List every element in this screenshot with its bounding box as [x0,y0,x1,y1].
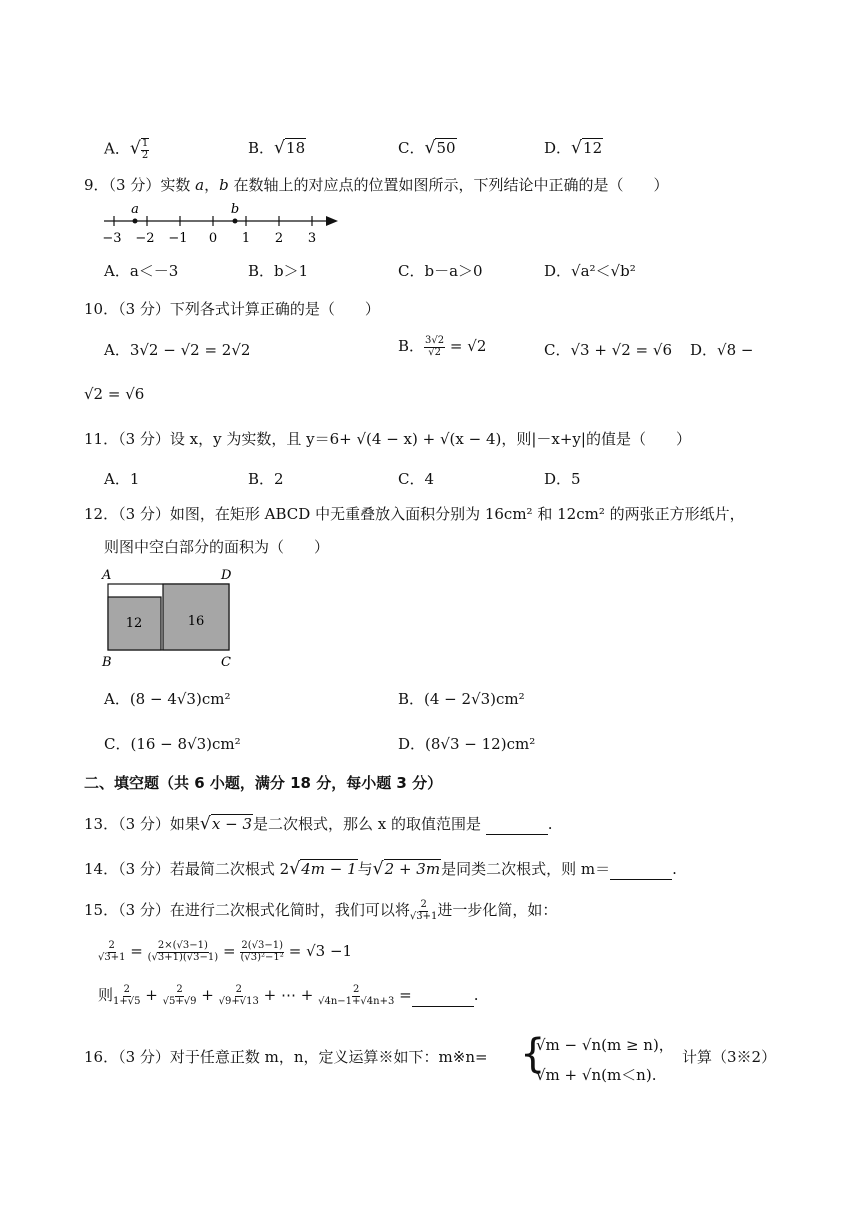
vertex-c: C [221,655,231,670]
q9-option-c: C．b－a＞0 [398,262,483,280]
point-b-label: b [230,202,240,217]
q8-option-c: C．√50 [398,138,456,158]
q16-case1: √m − √n(m ≥ n)， [536,1036,674,1054]
q9-stem: 9．（3 分）实数 a，b 在数轴上的对应点的位置如图所示，下列结论中正确的是（ ） [84,176,669,194]
q12-option-d: D．(8√3 − 12)cm² [398,735,536,753]
q11-option-b: B．2 [248,470,284,488]
vertex-b: B [102,655,112,670]
q11-option-d: D．5 [544,470,581,488]
q8-option-d: D．√12 [544,138,603,158]
tick-label: −1 [168,231,188,246]
number-line [98,200,348,246]
answer-blank [412,1006,474,1007]
q16-case2: √m + √n(m＜n). [536,1066,657,1084]
q11-stem: 11．（3 分）设 x，y 为实数，且 y＝6+ √(4 − x) + √(x − 4)，则|－x+y|的值是（ ） [84,430,691,448]
q13: 13．（3 分）如果√x − 3是二次根式，那么 x 的取值范围是 . [84,814,553,834]
tick-label: 3 [307,231,317,246]
tick-label: 2 [274,231,284,246]
q10-option-c: C．√3 + √2 = √6 [544,341,672,359]
q8-option-b: B．√18 [248,138,306,158]
area-12-label: 12 [125,616,143,631]
q12-option-b: B．(4 − 2√3)cm² [398,690,525,708]
vertex-a: A [102,568,112,583]
vertex-d: D [221,568,232,583]
q16-stem: 16．（3 分）对于任意正数 m，n，定义运算※如下：m※n= [84,1048,488,1066]
q15-sum: 则 $\frac{2}{1+√5}$ + $\frac{2}{√5+√9}$ + $\frac{2}{√9+√13}$ + ⋯ + $\frac{2}{√4n-1+√4n+3}$ = . [98,984,479,1007]
q16-brace: { [520,1031,546,1077]
q12-stem-line2: 则图中空白部分的面积为（ ） [104,538,330,556]
q10-option-a: A．3√2 − √2 = 2√2 [104,341,251,359]
tick-label: −3 [102,231,122,246]
q11-option-c: C．4 [398,470,435,488]
q16-post: 计算（3※2） [682,1048,777,1066]
arrow-icon [326,216,338,226]
q15-stem: 15．（3 分）在进行二次根式化简时，我们可以将 $\frac{2}{√3+1}$ 进一步化简，如： [84,899,558,922]
tick-label: 0 [208,231,218,246]
tick-label: −2 [135,231,155,246]
q14: 14．（3 分）若最简二次根式 2√4m − 1与√2 + 3m是同类二次根式，则 m＝ . [84,859,677,879]
q12-option-a: A．(8 − 4√3)cm² [104,690,231,708]
q11-option-a: A．1 [104,470,140,488]
point-a [133,219,138,224]
q10-option-d-cont: √2 = √6 [84,385,145,403]
q9-option-d: D．√a²＜√b² [544,262,636,280]
rectangle-figure [98,564,248,674]
q12-option-c: C．(16 − 8√3)cm² [104,735,241,753]
point-a-label: a [131,202,139,217]
tick-label: 1 [241,231,251,246]
q15-example: $\frac{2}{√3+1}$ = $\frac{2\times(√3-1)}{(√3+1)(√3-1)}$ = $\frac{2(√3-1)}{\text{(√3)²−1²}}$ = √3 −1 [98,940,353,963]
area-16-label: 16 [187,614,205,629]
q12-stem-line1: 12．（3 分）如图，在矩形 ABCD 中无重叠放入面积分别为 16cm² 和 12cm² 的两张正方形纸片， [84,505,745,523]
q10-option-b: B． $\frac{3√2}{√2}$ = √2 [398,335,487,358]
answer-blank [610,879,672,880]
section-heading: 二、填空题（共 6 小题，满分 18 分，每小题 3 分） [84,774,443,792]
q10-option-d: D．√8 − [690,341,754,359]
q8-option-a: A．√ $\frac{1}{2}$ [104,138,149,161]
q9-option-b: B．b＞1 [248,262,309,280]
q10-stem: 10．（3 分）下列各式计算正确的是（ ） [84,300,380,318]
answer-blank [486,834,548,835]
q9-option-a: A．a＜－3 [104,262,179,280]
point-b [233,219,238,224]
